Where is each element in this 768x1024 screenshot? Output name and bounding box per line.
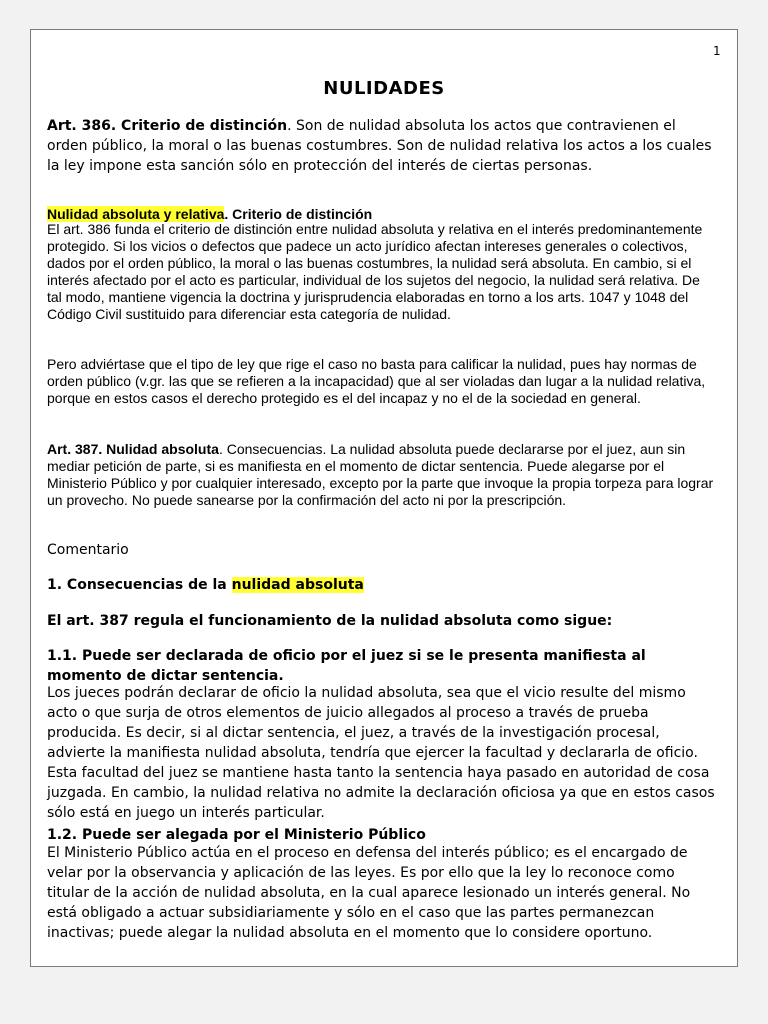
art-386-body: . Son de nulidad absoluta los actos que contravienen el orden público, la moral o las buenas costumbres. Son de nulidad relativa los actos a los cuales la ley impone esta sanción sólo en protección del interés de ciertas personas. bbox=[47, 118, 712, 174]
section-1-1-body: Los jueces podrán declarar de oficio la nulidad absoluta, sea que el vicio resulte del mismo acto o que surja de otros elementos de juicio allegados al proceso a través de prueba producida. Es decir, si al dictar sentencia, el juez, a través de la investigación procesal, advierte la manifiesta nulidad absoluta, tendría que ejercer la facultad y declararla de oficio. Esta facultad del juez se mantiene hasta tanto la sentencia haya pasado en autoridad de cosa juzgada. En cambio, la nulidad relativa no admite la declaración oficiosa ya que en estos casos sólo está en juego un interés particular. bbox=[47, 685, 715, 821]
comment-386-body: El art. 386 funda el criterio de distinción entre nulidad absoluta y relativa en el interés predominantemente protegido. Si los vicios o defectos que padece un acto jurídico afectan intereses generales o colectivos, dados por el orden público, la moral o las buenas costumbres, la nulidad será absoluta. En cambio, si el interés afectado por el acto es particular, individual de los sujetos del negocio, la nulidad será relativa. De tal modo, mantiene vigencia la doctrina y jurisprudencia elaboradas en torno a los arts. 1047 y 1048 del Código Civil sustituido para diferenciar esta categoría de nulidad. bbox=[47, 221, 703, 322]
art-387-body: . Consecuencias. La nulidad absoluta puede declararse por el juez, aun sin mediar petición de parte, si es manifiesta en el momento de dictar sentencia. Puede alegarse por el Ministerio Público y por cualquier interesado, excepto por la parte que invoque la propia torpeza para lograr un provecho. No puede sanearse por la confirmación del acto ni por la prescripción. bbox=[47, 441, 714, 508]
comment-386-body-2: Pero adviértase que el tipo de ley que rige el caso no basta para calificar la nulidad, pues hay normas de orden público (v.gr. las que se refieren a la incapacidad) que al ser violadas dan lugar a la nulidad relativa, porque en estos casos el derecho protegido es el del incapaz y no el de la sociedad en general. bbox=[47, 356, 706, 406]
art-386-paragraph bbox=[47, 116, 717, 176]
page-number: 1 bbox=[713, 44, 721, 58]
section-1-1-heading: 1.1. Puede ser declarada de oficio por el juez si se le presenta manifiesta al momento de dictar sentencia. bbox=[47, 648, 646, 684]
section-1-2-body: El Ministerio Público actúa en el proceso en defensa del interés público; es el encargado de velar por la observancia y aplicación de las leyes. Es por ello que la ley lo reconoce como titular de la acción de nulidad absoluta, en la cual aparece lesionado un interés general. No está obligado a actuar subsidiariamente y sólo en el caso que las partes permanezcan inactivas; puede alegar la nulidad absoluta en el momento que lo considere oportuno. bbox=[47, 845, 691, 941]
art-387-heading: Art. 387. Nulidad absoluta bbox=[47, 441, 219, 457]
section-1-highlight: nulidad absoluta bbox=[231, 577, 364, 593]
art-387-paragraph bbox=[47, 441, 717, 509]
comentario-label: Comentario bbox=[47, 542, 129, 558]
document-title: NULIDADES bbox=[323, 78, 445, 99]
section-1-prefix: 1. Consecuencias de la bbox=[47, 577, 232, 593]
art-386-heading: Art. 386. Criterio de distinción bbox=[47, 118, 288, 134]
section-1-2-heading: 1.2. Puede ser alegada por el Ministerio Público bbox=[47, 827, 426, 843]
section-1-intro: El art. 387 regula el funcionamiento de la nulidad absoluta como sigue: bbox=[47, 613, 613, 629]
comment-386-highlight: Nulidad absoluta y relativa bbox=[47, 206, 225, 222]
comment-386-heading-rest: . Criterio de distinción bbox=[224, 206, 373, 222]
section-1-heading bbox=[47, 575, 717, 595]
